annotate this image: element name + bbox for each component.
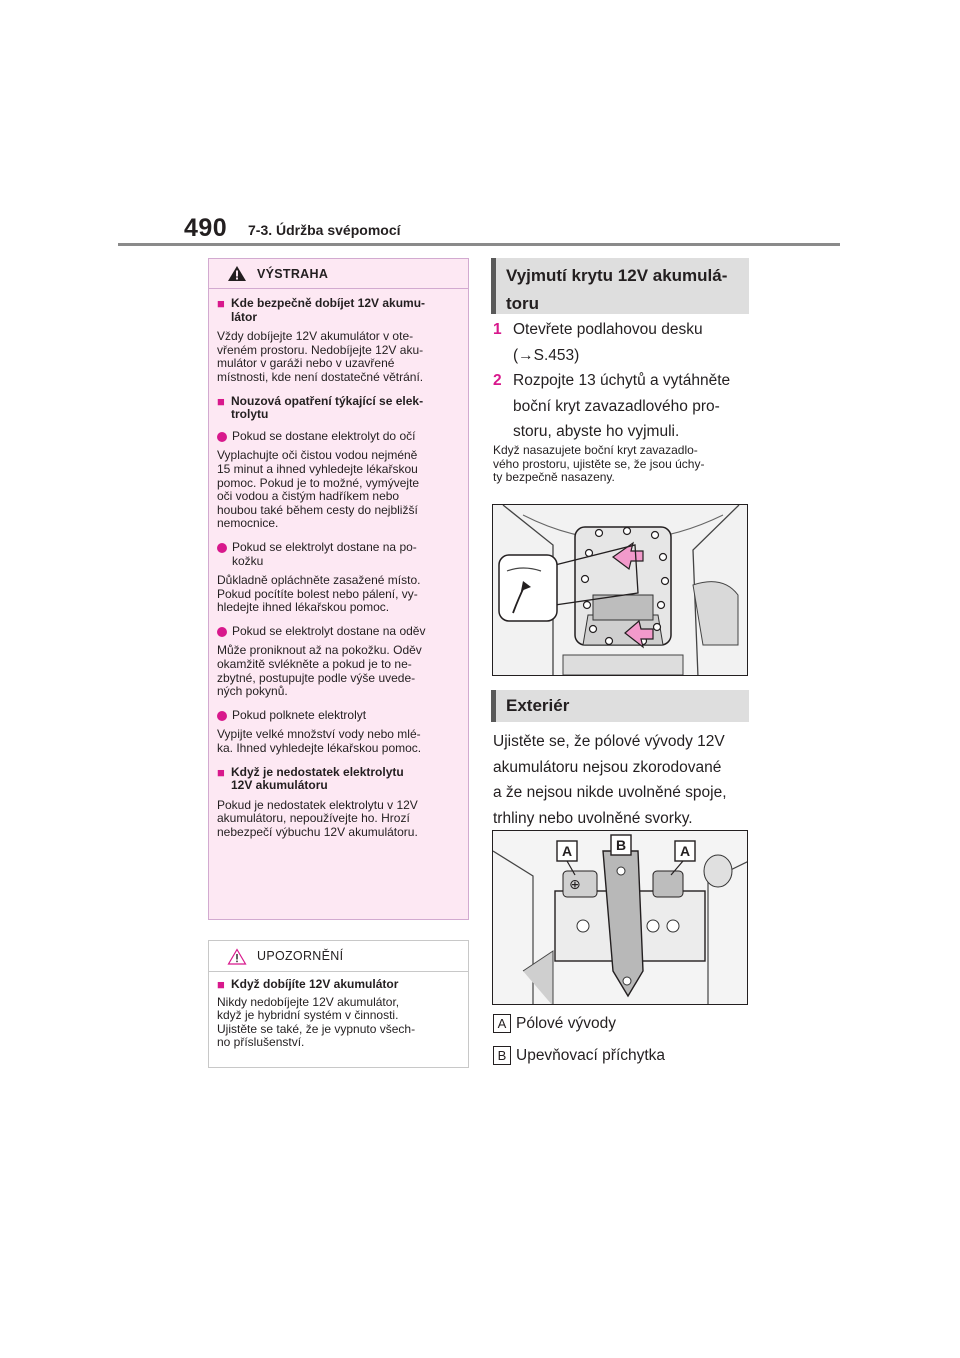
terminal-negative [653, 871, 683, 897]
caution-text: Nikdy nedobíjejte 12V akumulátor, když je hybridní systém v činnosti. Ujistěte se také, že je vypnuto všech- no příslušenství. [217, 994, 416, 1050]
section-title: 7-3. Údržba svépomocí [248, 222, 401, 238]
round-bullet-icon [217, 711, 227, 721]
round-bullet-icon [217, 432, 227, 442]
svg-text:B: B [615, 837, 627, 853]
warning-paragraph: Vždy dobíjejte 12V akumulátor v ote- vřeném prostoru. Nedobíjejte 12V aku- mulátor v garáži nebo v uzavřené místnosti, kde není dostatečné větrání. [217, 329, 424, 384]
square-bullet-icon: ■ [217, 393, 225, 409]
warning-paragraph: Důkladně opláchněte zasažené místo. Pokud pocítíte bolest nebo pálení, vy- hledejte ihned lékařskou pomoc. [217, 573, 421, 615]
step-1 [493, 317, 753, 368]
square-bullet-icon: ■ [217, 764, 225, 780]
warning-paragraph: Může proniknout až na pokožku. Oděv okamžitě svlékněte a pokud je to ne- zbytné, postupujte podle výše uvede- ných pokynů. [217, 643, 422, 699]
caution-triangle-icon [227, 948, 247, 965]
legend-item-b [493, 1046, 665, 1065]
warning-case: Pokud se elektrolyt dostane na po- kožku [217, 541, 460, 568]
round-bullet-icon [217, 627, 227, 637]
warning-subheading: ■ Kde bezpečně dobíjet 12V akumu- látor [217, 296, 426, 324]
square-bullet-icon: ■ [217, 296, 225, 311]
header-rule [118, 243, 840, 246]
warning-subheading: ■ Nouzová opatření týkající se elek- trolytu [217, 393, 424, 422]
warning-case: Pokud se dostane elektrolyt do očí [217, 430, 460, 444]
warning-box [208, 258, 469, 920]
square-bullet-icon: ■ [217, 977, 225, 992]
warning-case: Pokud se elektrolyt dostane na oděv [217, 625, 460, 639]
callout-b [611, 835, 631, 855]
section-heading-remove-cover: Vyjmutí krytu 12V akumulá- toru [491, 258, 749, 314]
caution-title: UPOZORNĚNÍ [257, 949, 344, 963]
step-text: Otevřete podlahovou desku (→S.453) [513, 321, 703, 364]
battery-illustration [493, 831, 748, 1005]
legend-key: A [493, 1014, 511, 1033]
step-2 [493, 368, 753, 445]
caution-header [209, 941, 468, 972]
warning-body [209, 289, 468, 840]
legend-item-a [493, 1014, 616, 1033]
warning-subheading: ■ Když je nedostatek elektrolytu 12V akumulátoru [217, 764, 404, 793]
exterior-instructions: Ujistěte se, že pólové vývody 12V akumulátoru nejsou zkorodované a že nejsou nikde uvolněné spoje, trhliny nebo uvolněné svorky. [493, 733, 727, 827]
installation-note: Když nasazujete boční kryt zavazadlo- vého prostoru, ujistěte se, že jsou úchy- ty bezpečně nasazeny. [493, 443, 705, 484]
warning-paragraph: Vypijte velké množství vody nebo mlé- ka. Ihned vyhledejte lékařskou pomoc. [217, 727, 422, 756]
figure-trunk-side-cover [492, 504, 748, 676]
caution-body [209, 972, 468, 1050]
warning-paragraph: Pokud je nedostatek elektrolytu v 12V akumulátoru, nepoužívejte ho. Hrozí nebezpečí výbuchu 12V akumulátoru. [217, 797, 418, 839]
caution-box [208, 940, 469, 1068]
legend-key: B [493, 1046, 511, 1065]
round-bullet-icon [217, 543, 227, 553]
warning-paragraph: Vyplachujte oči čistou vodou nejméně 15 minut a ihned vyhledejte lékařskou pomoc. Pokud je to možné, vymývejte oči vodou a čistým hadříkem nebo houbou také během cesty do nejbližší nemocnice. [217, 448, 420, 531]
trunk-illustration [493, 505, 748, 676]
legend-text: Pólové vývody [516, 1014, 616, 1032]
figure-battery-terminals [492, 830, 748, 1005]
page-number: 490 [184, 214, 228, 242]
svg-text:A: A [679, 843, 691, 859]
svg-text:A: A [561, 843, 573, 859]
step-number: 2 [493, 372, 502, 389]
warning-triangle-icon [227, 265, 247, 282]
section-heading-exterior: Exteriér [491, 690, 749, 722]
svg-text:⊕: ⊕ [569, 877, 581, 893]
step-number: 1 [493, 321, 502, 338]
warning-title: VÝSTRAHA [257, 266, 329, 281]
warning-header [209, 259, 468, 289]
step-text: Rozpojte 13 úchytů a vytáhněte boční kryt zavazadlového pro- storu, abyste ho vyjmuli. [513, 372, 731, 440]
caution-heading: ■ Když dobíjíte 12V akumulátor [217, 977, 399, 992]
legend-text: Upevňovací příchytka [516, 1046, 666, 1064]
warning-case: Pokud polknete elektrolyt [217, 709, 460, 723]
